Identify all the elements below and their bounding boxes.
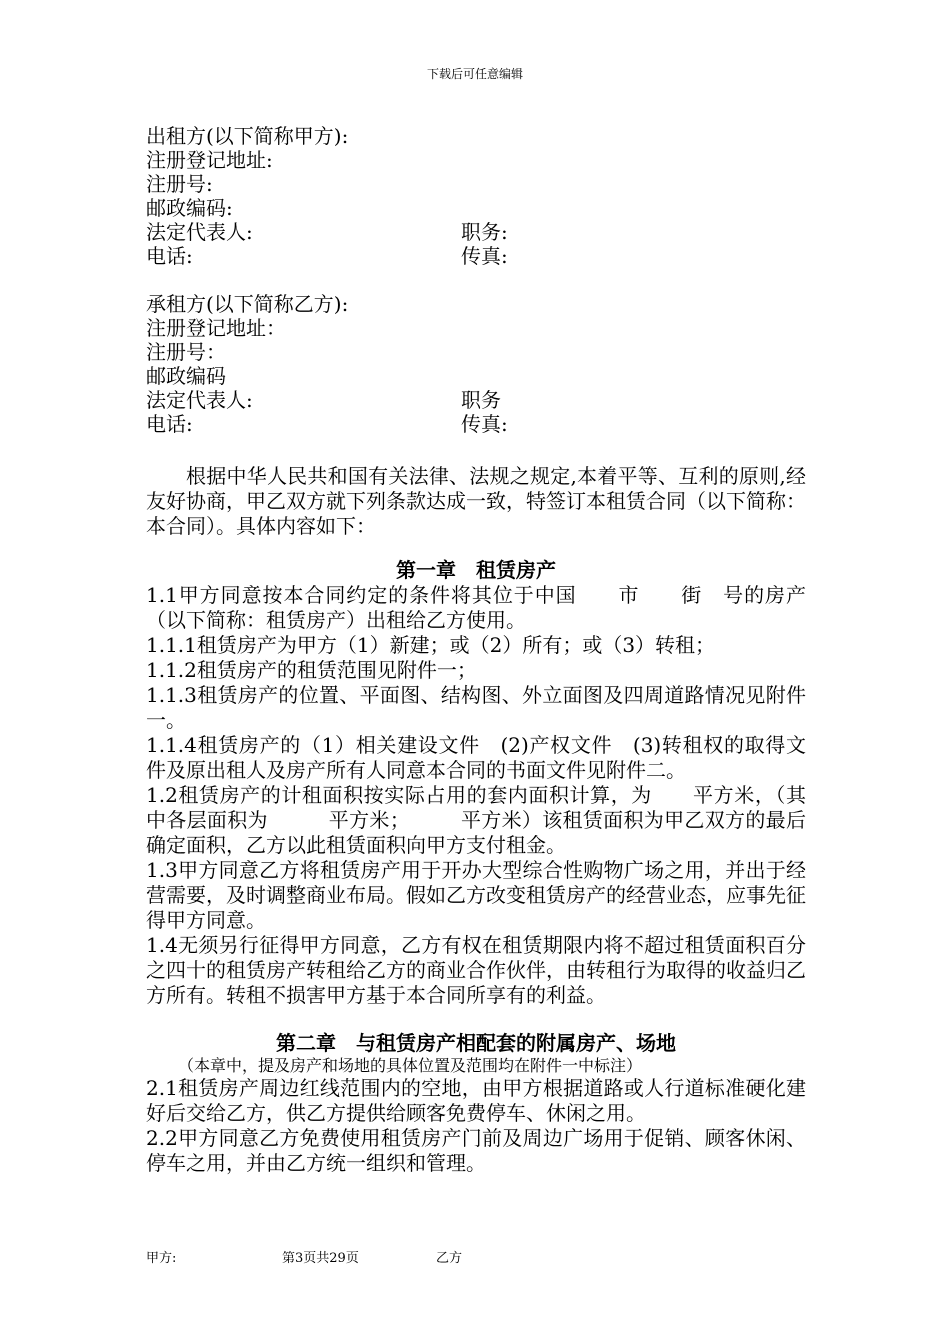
- party-b-phone-row: [146, 412, 806, 436]
- clause-1-1-2: 1.1.2租赁房产的租赁范围见附件一；: [146, 658, 477, 682]
- party-b-phone: 电话:: [146, 412, 193, 436]
- intro-paragraph: 根据中华人民共和国有关法律、法规之规定,本着平等、互利的原则,经友好协商，甲乙双方就下列条款达成一致，特签订本租赁合同（以下简称：本合同）。具体内容如下：: [146, 464, 806, 538]
- clause-1-1-3: 1.1.3租赁房产的位置、平面图、结构图、外立面图及四周道路情况见附件一。: [146, 683, 806, 732]
- party-a-title: 出租方(以下简称甲方):: [146, 124, 349, 148]
- party-b-block: [146, 292, 806, 436]
- clause-1-3: 1.3甲方同意乙方将租赁房产用于开办大型综合性购物广场之用，并出于经营需要，及时调整商业布局。假如乙方改变租赁房产的经营业态，应事先征得甲方同意。: [146, 858, 806, 932]
- party-a-postal: 邮政编码:: [146, 196, 233, 220]
- chapter-2-note: （本章中，提及房产和场地的具体位置及范围均在附件一中标注）: [178, 1056, 643, 1075]
- party-a-reg-no: 注册号:: [146, 172, 213, 196]
- clause-1-4: 1.4无须另行征得甲方同意，乙方有权在租赁期限内将不超过租赁面积百分之四十的租赁房产转租给乙方的商业合作伙伴，由转租行为取得的收益归乙方所有。转租不损害甲方基于本合同所享有的利益。: [146, 933, 806, 1007]
- footer-party-b: 乙方: [436, 1251, 463, 1266]
- party-b-address: 注册登记地址：: [146, 316, 286, 340]
- party-b-title: 承租方(以下简称乙方):: [146, 292, 349, 316]
- party-b-rep-row: [146, 388, 806, 412]
- clause-2-1: 2.1租赁房产周边红线范围内的空地，由甲方根据道路或人行道标准硬化建好后交给乙方，供乙方提供给顾客免费停车、休闲之用。: [146, 1076, 806, 1125]
- party-b-reg-no: 注册号：: [146, 340, 226, 364]
- party-a-block: [146, 124, 806, 268]
- chapter-1-title: 第一章 租赁房产: [396, 558, 556, 582]
- party-a-position: 职务:: [461, 220, 508, 244]
- clause-1-1: 1.1甲方同意按本合同约定的条件将其位于中国 市 街 号的房产（以下简称：租赁房产）出租给乙方使用。: [146, 583, 806, 632]
- page-header: 下载后可任意编辑: [426, 67, 523, 81]
- spacer: [146, 268, 806, 292]
- clause-1-1-4: 1.1.4租赁房产的（1）相关建设文件 (2)产权文件 (3)转租权的取得文件及原出租人及房产所有人同意本合同的书面文件见附件二。: [146, 733, 806, 782]
- page-footer: [146, 1250, 806, 1268]
- party-a-address: 注册登记地址:: [146, 148, 273, 172]
- party-a-fax: 传真:: [461, 244, 508, 268]
- spacer: [146, 436, 806, 460]
- party-a-rep: 法定代表人:: [146, 220, 253, 244]
- party-b-fax: 传真:: [461, 412, 508, 436]
- party-a-phone-row: [146, 244, 806, 268]
- clause-1-1-1: 1.1.1租赁房产为甲方（1）新建；或（2）所有；或（3）转租；: [146, 633, 716, 657]
- chapter-2-title: 第二章 与租赁房产相配套的附属房产、场地: [276, 1031, 676, 1055]
- party-b-rep: 法定代表人:: [146, 388, 253, 412]
- clause-2-2: 2.2甲方同意乙方免费使用租赁房产门前及周边广场用于促销、顾客休闲、停车之用，并由乙方统一组织和管理。: [146, 1126, 806, 1175]
- party-a-phone: 电话:: [146, 244, 193, 268]
- party-b-position: 职务: [461, 388, 501, 412]
- party-b-postal: 邮政编码: [146, 364, 226, 388]
- page-number: 第3页共29页: [282, 1251, 359, 1266]
- clause-1-2: 1.2租赁房产的计租面积按实际占用的套内面积计算，为 平方米，（其中各层面积为 平方米； 平方米）该租赁面积为甲乙双方的最后确定面积，乙方以此租赁面积向甲方支付租金。: [146, 783, 806, 857]
- document-body: [146, 124, 806, 1176]
- party-a-rep-row: [146, 220, 806, 244]
- footer-party-a: 甲方:: [146, 1251, 177, 1266]
